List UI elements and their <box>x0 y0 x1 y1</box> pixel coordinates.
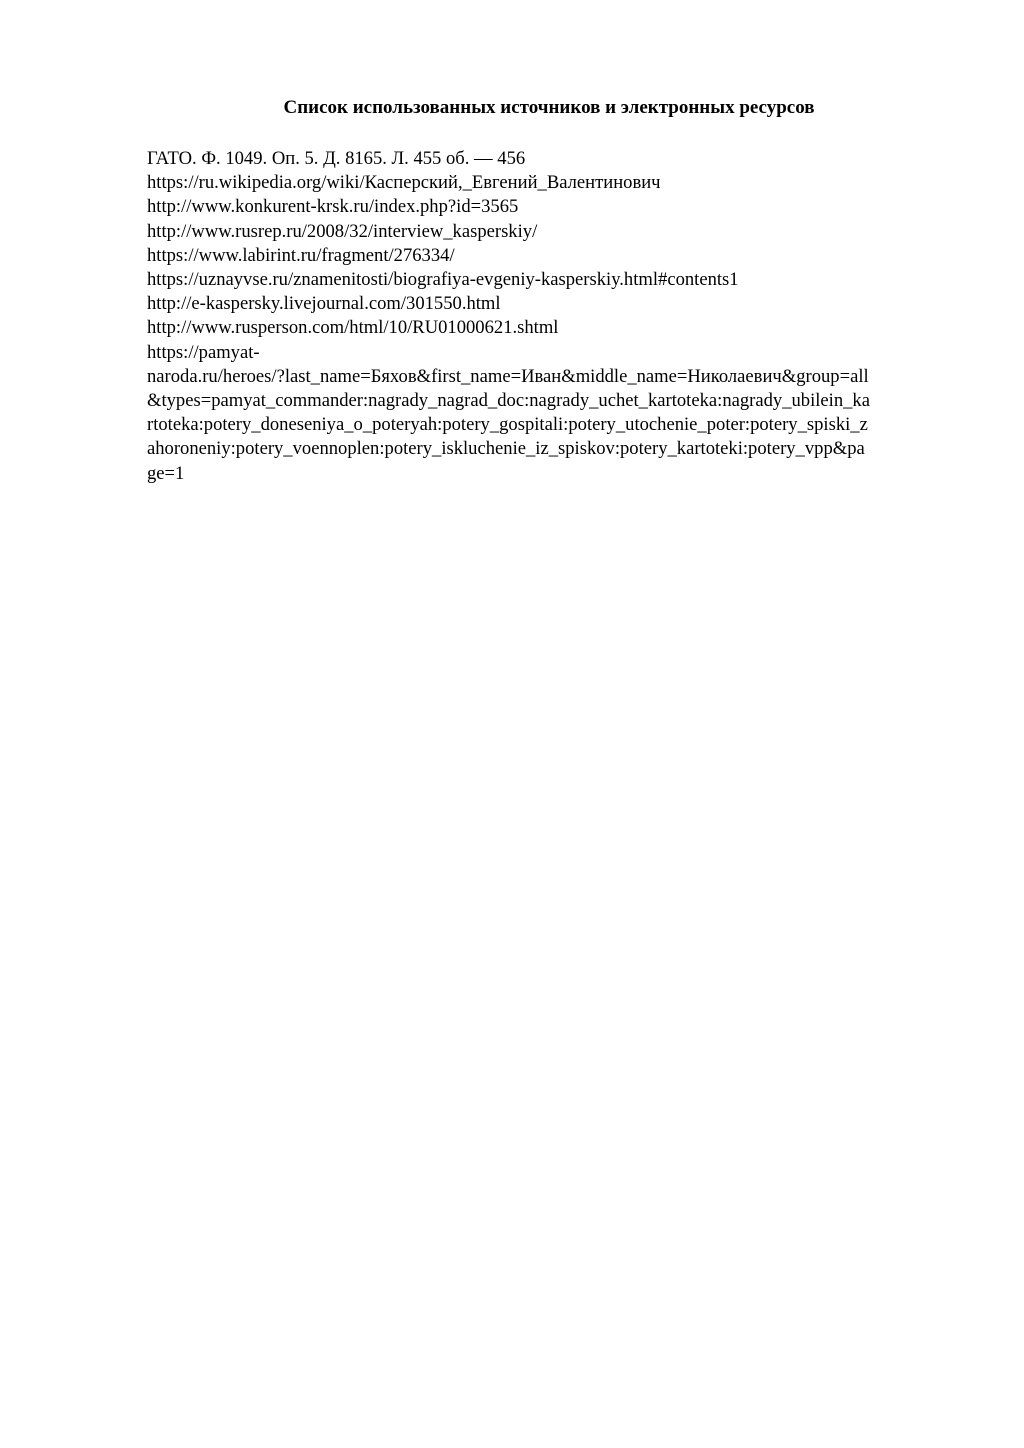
source-line: &types=pamyat_commander:nagrady_nagrad_doc:nagrady_uchet_kartoteka:nagrady_ubilein_ka <box>147 390 870 412</box>
page-title: Список использованных источников и электронных ресурсов <box>283 97 815 118</box>
source-item: ГАТО. Ф. 1049. Оп. 5. Д. 8165. Л. 455 об. — 456 <box>147 148 526 169</box>
source-item: https://uznayvse.ru/znamenitosti/biografiya-evgeniy-kasperskiy.html#contents1 <box>147 269 739 291</box>
sources-list <box>147 147 953 486</box>
source-item: https://ru.wikipedia.org/wiki/Касперский,_Евгений_Валентинович <box>147 172 661 194</box>
source-line: https://pamyat- <box>147 341 260 363</box>
source-line: ge=1 <box>147 462 185 484</box>
source-item: http://www.rusperson.com/html/10/RU01000621.shtml <box>147 317 559 339</box>
source-line: rtoteka:potery_doneseniya_o_poteryah:potery_gospitali:potery_utochenie_poter:potery_spiski_z <box>147 414 868 436</box>
source-item: http://www.rusrep.ru/2008/32/interview_kasperskiy/ <box>147 220 538 242</box>
source-item-long <box>147 341 953 486</box>
source-item: http://e-kaspersky.livejournal.com/301550.html <box>147 293 501 315</box>
source-item: http://www.konkurent-krsk.ru/index.php?id=3565 <box>147 196 519 218</box>
source-line: naroda.ru/heroes/?last_name=Бяхов&first_name=Иван&middle_name=Николаевич&group=all <box>147 365 869 387</box>
source-item: https://www.labirint.ru/fragment/276334/ <box>147 244 455 266</box>
source-line: ahoroneniy:potery_voennoplen:potery_iskluchenie_iz_spiskov:potery_kartoteki:potery_vpp&pa <box>147 438 865 460</box>
